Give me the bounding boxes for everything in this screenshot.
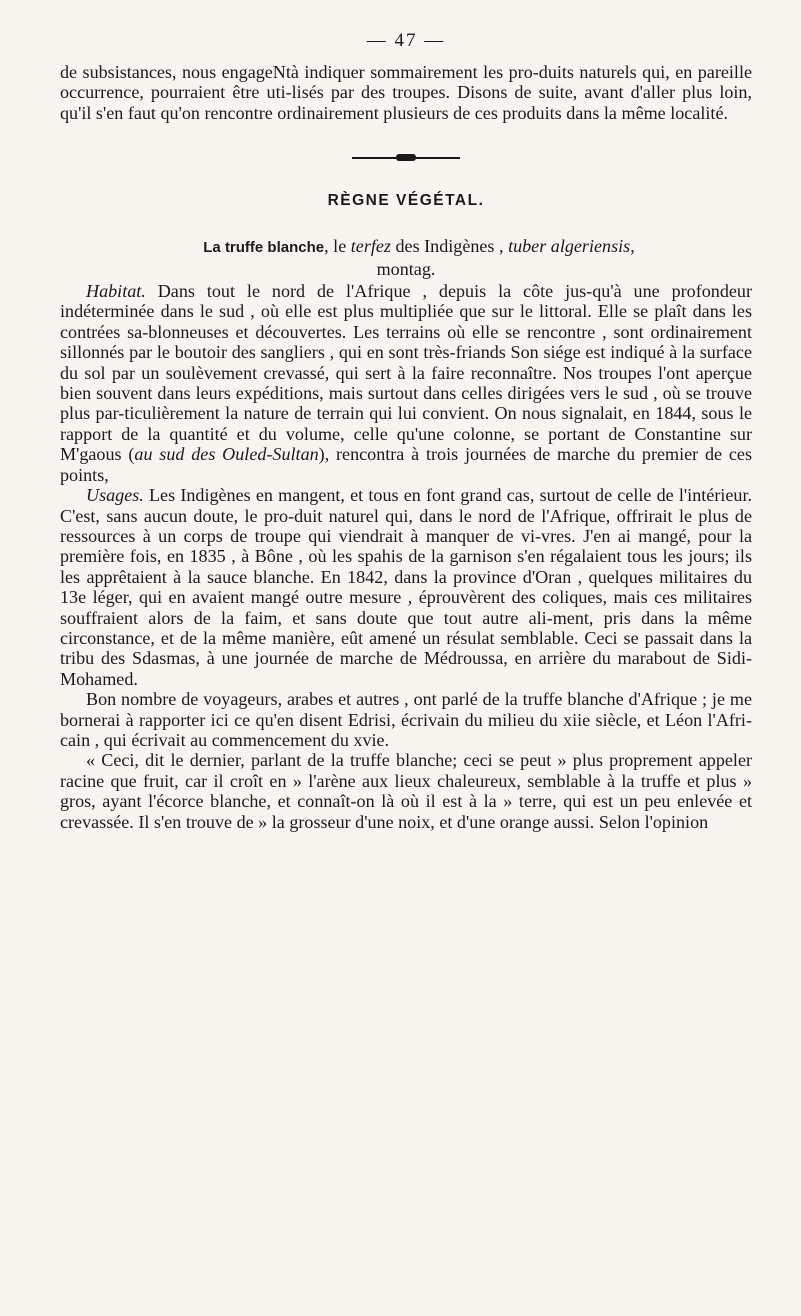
habitat-label: Habitat. bbox=[86, 281, 146, 302]
usages-text: Les Indigènes en mangent, et tous en font grand cas, surtout de celle de l'intérieur. C'est, sans aucun doute, le pro-duit naturel qui, dans le nord de l'Afrique, offrirait le plus de ressources à un corps de troupe qui viendrait à manquer de vi-vres. J'en ai mangé, pour la première fois, en 1835 , à Bône , où les spahis de la garnison s'en régalaient tous les jours; ils les apprêtaient à la sauce blanche. En 1842, dans la province d'Oran , quelques militaires du 13e léger, qui en avaient mangé outre mesure , éprouvèrent des coliques, mais ces militaires souffraient alors de la faim, et sans doute que tout autre ali-ment, pris dans la même circonstance, et de la même manière, eût amené un résulat semblable. Ceci se passait dans la tribu des Sdasmas, à une journée de marche de Médroussa, en arrière du marabout de Sidi-Mohamed. bbox=[60, 485, 752, 689]
book-page bbox=[60, 30, 752, 832]
page-number: — 47 — bbox=[366, 30, 446, 51]
usages-label: Usages. bbox=[86, 485, 144, 506]
divider-ornament-icon bbox=[396, 154, 416, 161]
entry-author: montag. bbox=[376, 258, 436, 279]
entry-latin-sep: , bbox=[630, 236, 635, 257]
entry-title bbox=[60, 236, 752, 279]
ornamental-divider bbox=[352, 153, 460, 162]
voyagers-paragraph: Bon nombre de voyageurs, arabes et autres , ont parlé de la truffe blanche d'Afrique ; je me bornerai à rapporter ici ce qu'en disent Edrisi, écrivain du milieu du xiie siècle, et Léon l'Afri-cain , qui écrivait au commencement du xvie. bbox=[60, 689, 752, 750]
habitat-text: Dans tout le nord de l'Afrique , depuis la côte jus-qu'à une profondeur indéterminée dans le sud , où elle est plus multipliée que sur le littoral. Elle se plaît dans les contrées sa-blonneuses et découvertes. Les terrains où elle se rencontre , sont ordinairement sillonnés par le boutoir des sangliers , qui en sont très-friands Son siége est indiqué à la surface du sol par un soulèvement crevassé, qui sert à la faire reconnaître. Nos troupes l'ont aperçue bien souvent dans leurs expéditions, mais surtout dans celles dirigées vers le sud , où se trouve plus par-ticulièrement la nature de terrain qui lui convient. On nous signalait, en 1844, sous le rapport de la quantité et du volume, celle qu'une colonne, se portant de Constantine sur M'gaous ( bbox=[60, 281, 752, 465]
entry-mid: des Indigènes , bbox=[390, 236, 509, 257]
usages-paragraph bbox=[60, 485, 752, 689]
entry-local-name: terfez bbox=[350, 236, 391, 257]
entry-name-sep: , le bbox=[324, 236, 351, 257]
intro-paragraph: de subsistances, nous engageNtà indiquer sommairement les pro-duits naturels qui, en pareille occurrence, pourraient être uti-lisés par des troupes. Disons de suite, avant d'aller plus loin, qu'il s'en faut qu'on rencontre ordinairement plusieurs de ces produits dans la même localité. bbox=[60, 62, 752, 123]
section-heading: RÈGNE VÉGÉTAL. bbox=[327, 192, 485, 210]
habitat-paragraph bbox=[60, 281, 752, 485]
entry-latin-name: tuber algeriensis bbox=[508, 236, 631, 257]
habitat-text-end: ), rencontra à trois journées de marche du premier de ces points, bbox=[60, 444, 752, 485]
entry-name: La truffe blanche bbox=[203, 239, 325, 257]
habitat-place: au sud des Ouled-Sultan bbox=[134, 444, 319, 465]
quote-paragraph: « Ceci, dit le dernier, parlant de la truffe blanche; ceci se peut » plus proprement appeler racine que fruit, car il croît en » l'arène aux lieux chaleureux, semblable à la truffe et plus » gros, ayant l'écorce blanche, et connaît-on là où il est à la » terre, qui est un peu enlevée et crevassée. Il s'en trouve de » la grosseur d'une noix, et d'une orange aussi. Selon l'opinion bbox=[60, 750, 752, 832]
